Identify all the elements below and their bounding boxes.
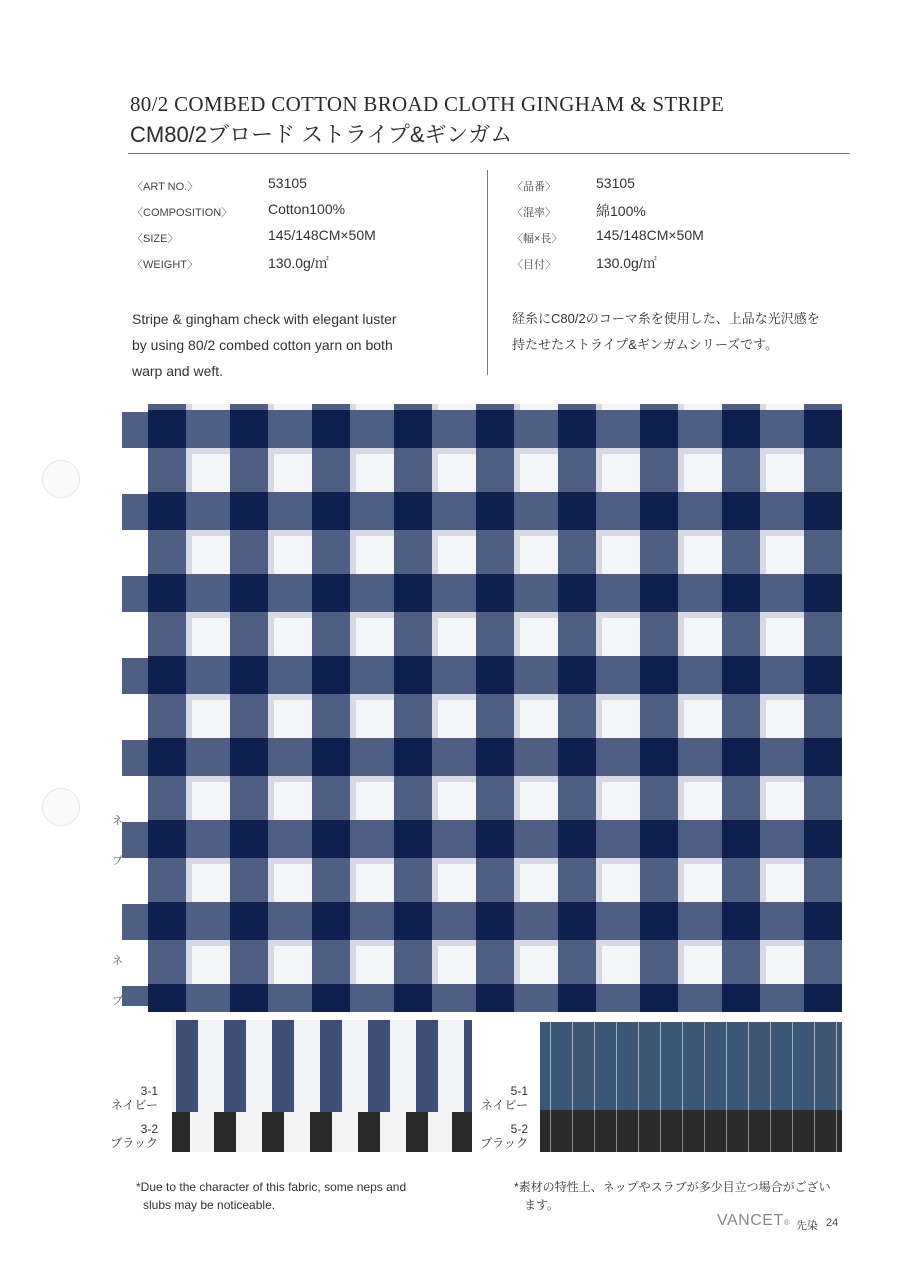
gingham-edge-tab xyxy=(122,576,148,612)
swatch-color-name: ネイビー xyxy=(480,1098,528,1112)
spec-label-jp-weight: 〈目付〉 xyxy=(512,259,556,271)
swatch-5-1 xyxy=(540,1022,842,1110)
footer-category: 先染 xyxy=(796,1220,818,1232)
spec-label-jp-size: 〈幅×長〉 xyxy=(512,233,563,245)
spec-value-jp-art-no: 53105 xyxy=(596,175,635,191)
spec-label-art-no: 〈ART NO.〉 xyxy=(132,181,199,193)
swatch-3-2-stripe xyxy=(310,1112,332,1152)
spec-label-weight: 〈WEIGHT〉 xyxy=(132,259,198,271)
swatch-3-1 xyxy=(172,1020,472,1112)
description-en-line: by using 80/2 combed cotton yarn on both xyxy=(132,337,393,353)
brand-logo xyxy=(717,1212,790,1230)
note-japanese xyxy=(514,1178,831,1214)
spec-label-jp-art-no: 〈品番〉 xyxy=(512,181,556,193)
gingham-edge-tab xyxy=(122,904,148,940)
swatch-3-2-stripe xyxy=(214,1112,236,1152)
spec-value-composition: Cotton100% xyxy=(268,201,346,217)
title-japanese: CM80/2ブロード ストライプ&ギンガム xyxy=(130,122,513,147)
description-en-line: Stripe & gingham check with elegant luster xyxy=(132,311,397,327)
spec-label-jp-composition: 〈混率〉 xyxy=(512,207,556,219)
spec-value-jp-weight: 130.0g/㎡ xyxy=(596,255,657,271)
swatch-3-2-stripe xyxy=(358,1112,380,1152)
gingham-edge-tab xyxy=(122,412,148,448)
spec-value-art-no: 53105 xyxy=(268,175,307,191)
swatch-3-2-stripe xyxy=(452,1112,472,1152)
page-number: 24 xyxy=(826,1217,839,1229)
spec-label-composition: 〈COMPOSITION〉 xyxy=(132,207,233,219)
registered-mark: ® xyxy=(783,1218,791,1227)
gingham-edge-tab xyxy=(122,822,148,858)
spec-value-size: 145/148CM×50M xyxy=(268,227,376,243)
swatch-code: 3-1 xyxy=(140,1084,158,1098)
swatch-label-5-1 xyxy=(472,1084,528,1112)
note-en-line: slubs may be noticeable. xyxy=(143,1198,276,1212)
gingham-edge-tab xyxy=(122,740,148,776)
note-jp-line: ます。 xyxy=(524,1198,560,1212)
swatch-3-2-stripe xyxy=(262,1112,284,1152)
description-jp-line: 経糸にC80/2のコーマ糸を使用した、上品な光沢感を xyxy=(512,311,820,326)
description-en-line: warp and weft. xyxy=(132,363,224,379)
brand-name: VANCET xyxy=(717,1212,784,1229)
note-en-line: *Due to the character of this fabric, some neps and xyxy=(136,1180,407,1194)
swatch-code: 3-2 xyxy=(140,1122,158,1136)
swatch-code: 5-1 xyxy=(510,1084,528,1098)
swatch-color-name: ブラック xyxy=(480,1136,528,1150)
spec-value-weight: 130.0g/㎡ xyxy=(268,255,329,271)
gingham-edge-tab xyxy=(122,494,148,530)
title-english: 80/2 COMBED COTTON BROAD CLOTH GINGHAM & STRIPE xyxy=(130,92,725,116)
gingham-sample xyxy=(148,404,842,1012)
swatch-5-2 xyxy=(540,1110,842,1152)
gingham-edge-tab xyxy=(122,986,148,1006)
note-english xyxy=(136,1178,406,1214)
spec-label-size: 〈SIZE〉 xyxy=(132,233,179,245)
spec-value-jp-size: 145/148CM×50M xyxy=(596,227,704,243)
side-mark: ブ xyxy=(112,855,123,867)
gingham-edge-tab xyxy=(122,658,148,694)
swatch-3-2-stripe xyxy=(406,1112,428,1152)
swatch-label-3-1 xyxy=(104,1084,158,1112)
swatch-color-name: ネイビー xyxy=(110,1098,158,1112)
swatch-label-5-2 xyxy=(472,1122,528,1150)
side-mark: ブ xyxy=(112,995,123,1007)
side-mark: ネ xyxy=(112,955,123,967)
note-jp-line: *素材の特性上、ネップやスラブが多少目立つ場合がござい xyxy=(514,1180,831,1194)
side-mark: ネ xyxy=(112,815,123,827)
description-jp-line: 持たせたストライプ&ギンガムシリーズです。 xyxy=(512,337,779,352)
swatch-code: 5-2 xyxy=(510,1122,528,1136)
swatch-3-2-stripe xyxy=(172,1112,190,1152)
swatch-color-name: ブラック xyxy=(110,1136,158,1150)
spec-value-jp-composition: 綿100% xyxy=(596,203,646,219)
swatch-label-3-2 xyxy=(104,1122,158,1150)
